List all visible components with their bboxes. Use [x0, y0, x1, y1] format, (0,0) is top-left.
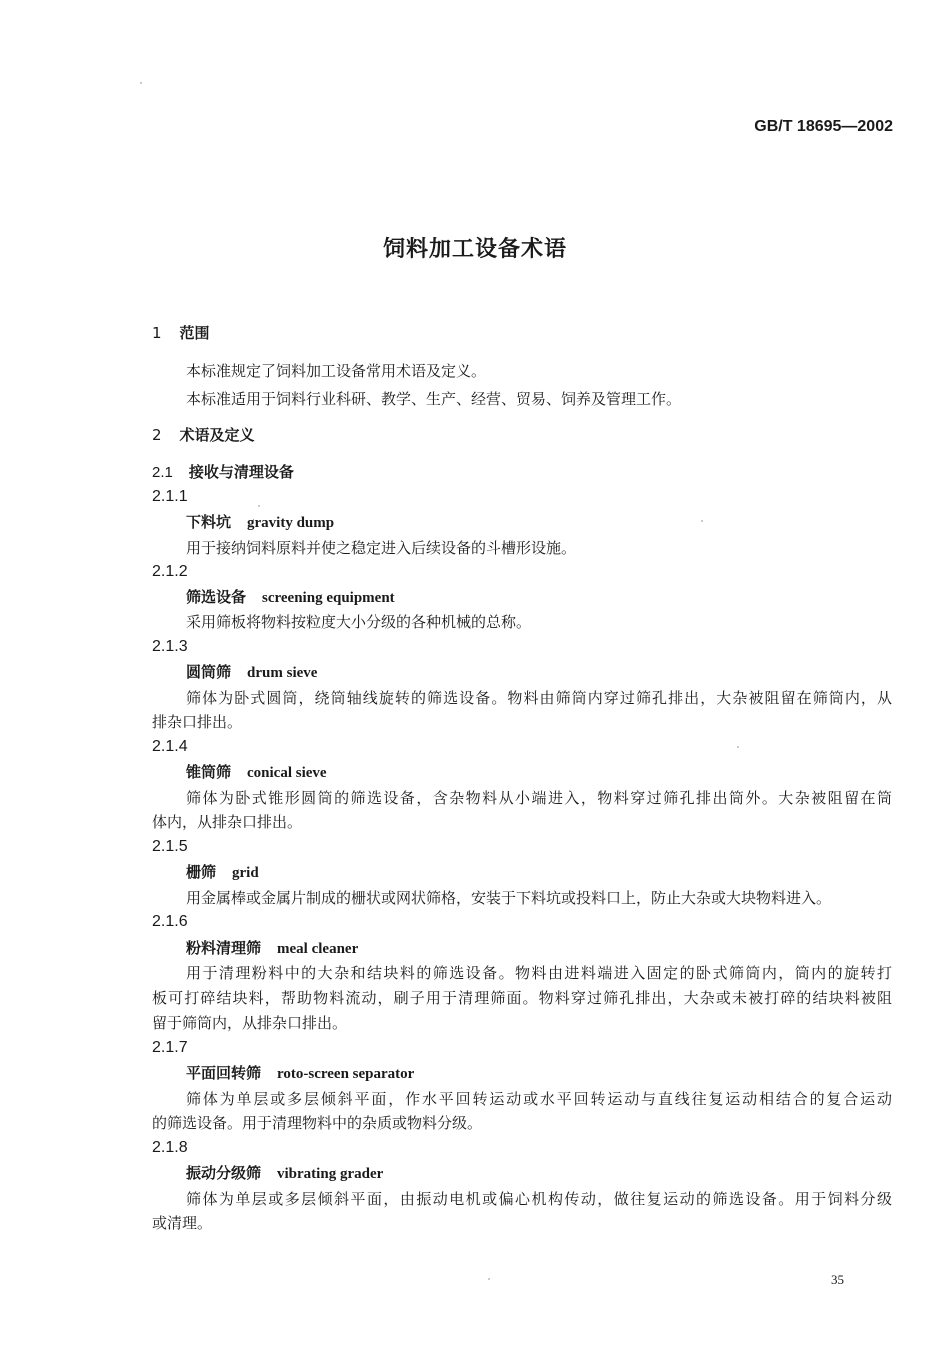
section-heading-text: 接收与清理设备 [188, 463, 294, 481]
entry-definition: 用金属棒或金属片制成的栅状或网状筛格，安装于下料坑或投料口上，防止大杂或大块物料进入。 [186, 889, 832, 907]
entry-term [186, 938, 358, 959]
section-1-heading [152, 323, 210, 343]
entry-definition-cont: 的筛选设备。用于清理物料中的杂质或物料分级。 [152, 1114, 483, 1132]
term-chinese: 栅筛 [186, 863, 217, 881]
section-2-heading [152, 425, 255, 445]
entry-term [186, 662, 317, 683]
term-english: screening equipment [262, 590, 395, 606]
scan-speck [488, 1278, 490, 1280]
term-chinese: 粉料清理筛 [186, 939, 262, 957]
entry-definition-cont: 或清理。 [152, 1214, 213, 1232]
section-heading-text: 术语及定义 [179, 426, 255, 444]
term-english: meal cleaner [277, 941, 359, 957]
term-chinese: 锥筒筛 [186, 763, 232, 781]
entry-definition: 筛体为卧式圆筒，绕筒轴线旋转的筛选设备。物料由筛筒内穿过筛孔排出，大杂被阻留在筛筒内，从 [186, 689, 892, 707]
term-chinese: 下料坑 [186, 513, 232, 531]
entry-definition: 筛体为单层或多层倾斜平面，由振动电机或偏心机构传动，做往复运动的筛选设备。用于饲料分级 [186, 1190, 892, 1208]
term-chinese: 筛选设备 [186, 588, 247, 606]
term-english: gravity dump [247, 515, 335, 531]
entry-term [186, 1063, 414, 1084]
entry-number: 2.1.5 [152, 838, 188, 855]
term-chinese: 振动分级筛 [186, 1164, 262, 1182]
scan-speck [140, 82, 142, 84]
entry-term [186, 862, 259, 883]
section-2-1-heading [152, 462, 294, 483]
term-chinese: 平面回转筛 [186, 1064, 262, 1082]
entry-term [186, 512, 334, 533]
entry-number: 2.1.1 [152, 488, 188, 505]
term-english: grid [232, 865, 259, 881]
entry-definition: 用于接纳饲料原料并使之稳定进入后续设备的斗槽形设施。 [186, 539, 577, 557]
page-number: 35 [831, 1272, 844, 1287]
entry-number: 2.1.8 [152, 1139, 188, 1156]
entry-term [186, 762, 327, 783]
section-number: 2 [152, 426, 162, 444]
paragraph: 本标准适用于饲料行业科研、教学、生产、经营、贸易、饲养及管理工作。 [186, 390, 682, 408]
standard-code: GB/T 18695—2002 [754, 118, 893, 135]
section-number: 1 [152, 324, 162, 342]
term-english: roto-screen separator [277, 1066, 415, 1082]
entry-number: 2.1.3 [152, 638, 188, 655]
entry-definition: 采用筛板将物料按粒度大小分级的各种机械的总称。 [186, 613, 532, 631]
entry-definition: 筛体为卧式锥形圆筒的筛选设备，含杂物料从小端进入，物料穿过筛孔排出筒外。大杂被阻留在筒 [186, 789, 892, 807]
document-title: 饲料加工设备术语 [382, 237, 567, 262]
entry-definition-cont: 板可打碎结块料，帮助物料流动，刷子用于清理筛面。物料穿过筛孔排出，大杂或未被打碎的结块料被阻 [152, 989, 892, 1007]
entry-number: 2.1.2 [152, 563, 188, 580]
entry-term [186, 1163, 383, 1184]
term-chinese: 圆筒筛 [186, 663, 232, 681]
entry-definition: 筛体为单层或多层倾斜平面，作水平回转运动或水平回转运动与直线往复运动相结合的复合运动 [186, 1090, 892, 1108]
term-english: vibrating grader [277, 1166, 384, 1182]
entry-number: 2.1.6 [152, 913, 188, 930]
entry-number: 2.1.4 [152, 738, 188, 755]
term-english: drum sieve [247, 665, 318, 681]
scan-speck [701, 520, 703, 522]
entry-definition-cont: 体内，从排杂口排出。 [152, 813, 303, 831]
entry-definition-cont: 排杂口排出。 [152, 713, 243, 731]
section-number: 2.1 [152, 464, 173, 481]
term-english: conical sieve [247, 765, 327, 781]
entry-definition: 用于清理粉料中的大杂和结块料的筛选设备。物料由进料端进入固定的卧式筛筒内，筒内的旋转打 [186, 964, 892, 982]
scan-speck [737, 746, 739, 748]
section-heading-text: 范围 [179, 324, 210, 342]
paragraph: 本标准规定了饲料加工设备常用术语及定义。 [186, 362, 487, 380]
entry-definition-cont: 留于筛筒内，从排杂口排出。 [152, 1014, 348, 1032]
scan-speck [258, 505, 260, 507]
entry-term [186, 587, 395, 608]
entry-number: 2.1.7 [152, 1039, 188, 1056]
